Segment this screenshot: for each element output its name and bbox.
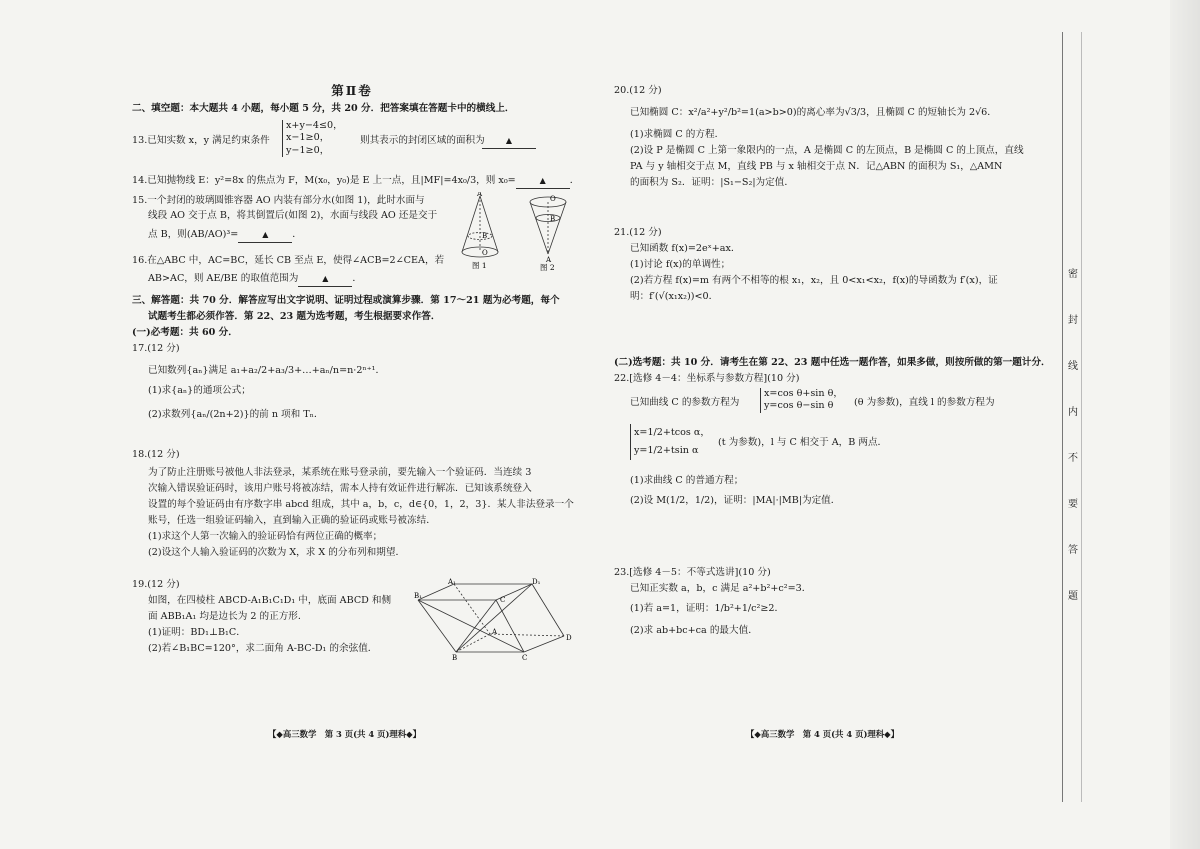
prism-figure: [414, 578, 574, 660]
q23-line1: 已知正实数 a，b，c 满足 a²+b²+c²=3．: [630, 583, 812, 594]
footer-page-4: 【◆高三数学 第 4 页(共 4 页)理科◆】: [746, 729, 899, 739]
q21-line3: (2)若方程 f(x)=m 有两个不相等的根 x₁，x₂，且 0<x₁<x₂，f(x)的导函数为 f′(x)，证: [630, 275, 998, 286]
figure-2-cone: [530, 197, 566, 254]
q20-line3: (2)设 P 是椭圆 C 上第一象限内的一点，A 是椭圆 C 的左顶点，B 是椭圆 C 的上顶点，直线: [630, 145, 1024, 156]
q17-line2: (1)求{aₙ}的通项公式；: [148, 385, 251, 396]
svg-text:C: C: [500, 596, 506, 604]
q18-line6: (2)设这个人输入验证码的次数为 X，求 X 的分布列和期望．: [148, 547, 406, 558]
q17-line3: (2)求数列{aₙ/(2n+2)}的前 n 项和 Tₙ．: [148, 409, 324, 420]
q20-line4: PA 与 y 轴相交于点 M，直线 PB 与 x 轴相交于点 N．记△ABN 的面积为 S₁，△AMN: [630, 161, 1003, 172]
q23-line2: (1)若 a=1，证明：1/b²+1/c²≥2．: [630, 603, 785, 614]
page-edge-shadow: [1170, 0, 1200, 849]
q21-line2: (1)讨论 f(x)的单调性；: [630, 259, 731, 270]
svg-text:A₁: A₁: [448, 578, 456, 586]
curve-param-eq: x=cos θ+sin θ， y=cos θ−sin θ: [760, 388, 843, 413]
seal-line-notice: 密 封 线 内 不 要 答 题: [1068, 269, 1078, 602]
answer-blank: ▲: [298, 272, 352, 287]
figure-1-cone: [462, 196, 498, 257]
q22-line2: x=1/2+tcos α， y=1/2+tsin α (t 为参数)，l 与 C 相交于 A，B 两点．: [614, 424, 1054, 466]
answer-blank: ▲: [516, 174, 570, 189]
q23-line3: (2)求 ab+bc+ca 的最大值．: [630, 625, 758, 636]
required-heading: (一)必考题：共 60 分．: [132, 327, 238, 338]
q20-line1: 已知椭圆 C：x²/a²+y²/b²=1(a>b>0)的离心率为√3/3，且椭圆 C 的短轴长为 2√6．: [630, 107, 997, 118]
answer-blank: ▲: [238, 228, 292, 243]
figure-2-label: 图 2: [540, 263, 555, 272]
svg-text:B: B: [550, 215, 556, 223]
q21-header: 21.(12 分): [614, 227, 662, 238]
answer-blank: ▲: [482, 134, 536, 149]
q21-line1: 已知函数 f(x)=2eˣ+ax．: [630, 243, 741, 254]
q21-line4: 明：f′(√(x₁x₂))<0．: [630, 291, 719, 302]
q18-line5: (1)求这个人第一次输入的验证码恰有两位正确的概率；: [148, 531, 383, 542]
figure-1-label: 图 1: [472, 261, 487, 270]
svg-text:B₁: B₁: [414, 592, 422, 600]
optional-heading: (二)选考题：共 10 分．请考生在第 22、23 题中任选一题作答，如果多做，则按所做的第一题计分．: [614, 357, 1051, 368]
question-15-line2: 线段 AO 交于点 B，将其倒置后(如图 2)，水面与线段 AO 还是交于: [148, 210, 438, 221]
q20-line2: (1)求椭圆 C 的方程．: [630, 129, 725, 140]
q18-header: 18.(12 分): [132, 449, 180, 460]
q22-line4: (2)设 M(1/2，1/2)，证明：|MA|·|MB|为定值．: [630, 495, 841, 506]
svg-text:B: B: [452, 654, 458, 660]
question-16-line1: 16.在△ABC 中，AC=BC，延长 CB 至点 E，使得∠ACB=2∠CEA，若: [132, 255, 445, 266]
line-param-eq: x=1/2+tcos α， y=1/2+tsin α: [630, 424, 710, 460]
question-16-line2: AB>AC，则 AE/BE 的取值范围为 ▲ ．: [132, 272, 362, 287]
q18-line2: 次输入错误验证码时，该用户账号将被冻结，需本人持有效证件进行解冻．已知该系统登入: [148, 483, 532, 494]
section-title: 第Ⅱ卷: [331, 83, 373, 98]
question-15-line3: 点 B，则(AB/AO)³= ▲ ．: [132, 228, 302, 243]
q19-line3: (1)证明：BD₁⊥B₁C．: [148, 627, 246, 638]
svg-text:O: O: [482, 249, 488, 257]
svg-text:A: A: [546, 256, 552, 264]
question-14: 14.已知抛物线 E：y²=8x 的焦点为 F，M(x₀，y₀)是 E 上一点，且|MF|=4x₀/3，则 x₀= ▲ ．: [132, 174, 579, 189]
q20-header: 20.(12 分): [614, 85, 662, 96]
q22-header: 22.[选修 4－4：坐标系与参数方程](10 分): [614, 373, 800, 384]
svg-text:D: D: [566, 634, 572, 642]
q18-line4: 账号，任选一组验证码输入，直到输入正确的验证码或账号被冻结．: [148, 515, 436, 526]
question-15-line1: 15.一个封闭的玻璃圆锥容器 AO 内装有部分水(如图 1)，此时水面与: [132, 195, 425, 206]
svg-text:D₁: D₁: [532, 578, 541, 586]
q18-line3: 设置的每个验证码由有序数字串 abcd 组成，其中 a，b，c，d∈{0，1，2，3}．某人非法登录一个: [148, 499, 574, 510]
part2-heading: 二、填空题：本大题共 4 小题，每小题 5 分，共 20 分．把答案填在答题卡中的横线上．: [132, 103, 515, 114]
svg-text:A: A: [477, 192, 483, 198]
cone-figures: [458, 192, 578, 272]
svg-text:A: A: [492, 628, 498, 636]
q13-constraints: x+y−4≤0， x−1≥0， y−1≥0，: [282, 120, 343, 157]
q22-line3: (1)求曲线 C 的普通方程；: [630, 475, 744, 486]
exam-sheet: 第Ⅱ卷 二、填空题：本大题共 4 小题，每小题 5 分，共 20 分．把答案填在答题卡中的横线上． 13.已知实数 x，y 满足约束条件 x+y−4≤0， x−1≥0， y−1≥0， 则其表示的封闭区域的面积为 ▲ 14.已知抛物线 E：y²=8x 的焦点为 F，M(x₀，y₀)是 E 上一点，且|MF|=4x₀/3，则 x₀= ▲ ． 15.一个封闭的玻璃圆锥容器 AO 内装有部分水(如图 1)，此时水面与 线段 AO 交于点 B，将其倒置后(如图 2)，水面与线段 AO 还是交于 点 B，则(AB/AO)³= ▲ ． A B O 图 1 O B A 图 2 16.在△ABC 中，AC=BC，延长 CB 至点 E，使得∠ACB=2∠CEA，若 AB>AC，则 AE/BE 的取值范围为 ▲ ． 三、解答题：共 70 分．解答应写出文字说明、证明过程或演算步骤．第 17～21 题为必考题，每个 试题考生都必须作答．第 22、23 题为选考题，考生根据要求作答． (一)必考题：共 60 分． 17.(12 分) 已知数列{aₙ}满足 a₁+a₂/2+a₃/3+…+aₙ/n=n·2ⁿ⁺¹． (1)求{aₙ}的通项公式； (2)求数列{aₙ/(2n+2)}的前 n 项和 Tₙ． 18.(12 分) 为了防止注册账号被他人非法登录，某系统在账号登录前，要先输入一个验证码．当连续 3 次输入错误验证码时，该用户账号将被冻结，需本人持有效证件进行解冻．已知该系统登入 设置的每个验证码由有序数字串 abcd 组成，其中 a，b，c，d∈{0，1，2，3}．某人非法登录一个 账号，任选一组验证码输入，直到输入正确的验证码或账号被冻结． (1)求这个人第一次输入的验证码恰有两位正确的概率； (2)设这个人输入验证码的次数为 X，求 X 的分布列和期望． 19.(12 分) 如图，在四棱柱 ABCD-A₁B₁C₁D₁ 中，底面 ABCD 和侧 面 ABB₁A₁ 均是边长为 2 的正方形． (1)证明：BD₁⊥B₁C． (2)若∠B₁BC=120°，求二面角 A-BC-D₁ 的余弦值． A₁ D₁ B₁ C A D B C 【◆高三数学 第 3 页(共 4 页)理科◆】 20.(12 分) 已知椭圆 C：x²/a²+y²/b²=1(a>b>0)的离心率为√3/3，且椭圆 C 的短轴长为 2√6． (1)求椭圆 C 的方程． (2)设 P 是椭圆 C 上第一象限内的一点，A 是椭圆 C 的左顶点，B 是椭圆 C 的上顶点，直线 PA 与 y 轴相交于点 M，直线 PB 与 x 轴相交于点 N．记△ABN 的面积为 S₁，△AMN 的面积为 S₂．证明：|S₁−S₂|为定值． 21.(12 分) 已知函数 f(x)=2eˣ+ax． (1)讨论 f(x)的单调性； (2)若方程 f(x)=m 有两个不相等的根 x₁，x₂，且 0<x₁<x₂，f(x)的导函数为 f′(x)，证 明：f′(√(x₁x₂))<0． (二)选考题：共 10 分．请考生在第 22、23 题中任选一题作答，如果多做，则按所做的第一题计分． 22.[选修 4－4：坐标系与参数方程](10 分) 已知曲线 C 的参数方程为 x=cos θ+sin θ， y=cos θ−sin θ (θ 为参数)，直线 l 的参数方程为 x=1/2+tcos α， y=1/2+tsin α (t 为参数)，l 与 C 相交于 A，B 两点． (1)求曲线 C 的普通方程； (2)设 M(1/2，1/2)，证明：|MA|·|MB|为定值． 23.[选修 4－5：不等式选讲](10 分) 已知正实数 a，b，c 满足 a²+b²+c²=3． (1)若 a=1，证明：1/b²+1/c²≥2． (2)求 ab+bc+ca 的最大值． 【◆高三数学 第 4 页(共 4 页)理科◆】 密 封 线 内 不 要 答 题: [0, 0, 1200, 849]
q19-line4: (2)若∠B₁BC=120°，求二面角 A-BC-D₁ 的余弦值．: [148, 643, 378, 654]
q19-header: 19.(12 分): [132, 579, 180, 590]
q18-line1: 为了防止注册账号被他人非法登录，某系统在账号登录前，要先输入一个验证码．当连续 3: [148, 467, 532, 478]
q20-line5: 的面积为 S₂．证明：|S₁−S₂|为定值．: [630, 177, 794, 188]
svg-text:B: B: [482, 232, 488, 240]
part3-heading-2: 试题考生都必须作答．第 22、23 题为选考题，考生根据要求作答．: [148, 311, 441, 322]
q19-line2: 面 ABB₁A₁ 均是边长为 2 的正方形．: [148, 611, 308, 622]
q19-line1: 如图，在四棱柱 ABCD-A₁B₁C₁D₁ 中，底面 ABCD 和侧: [148, 595, 392, 606]
q17-header: 17.(12 分): [132, 343, 180, 354]
q23-header: 23.[选修 4－5：不等式选讲](10 分): [614, 567, 771, 578]
footer-page-3: 【◆高三数学 第 3 页(共 4 页)理科◆】: [268, 729, 421, 739]
svg-text:O: O: [550, 195, 556, 203]
q17-line1: 已知数列{aₙ}满足 a₁+a₂/2+a₃/3+…+aₙ/n=n·2ⁿ⁺¹．: [148, 365, 386, 376]
part3-heading: 三、解答题：共 70 分．解答应写出文字说明、证明过程或演算步骤．第 17～21 题为必考题，每个: [132, 295, 560, 306]
svg-text:C: C: [522, 654, 528, 660]
q22-line1: 已知曲线 C 的参数方程为 x=cos θ+sin θ， y=cos θ−sin θ (θ 为参数)，直线 l 的参数方程为: [630, 388, 995, 412]
